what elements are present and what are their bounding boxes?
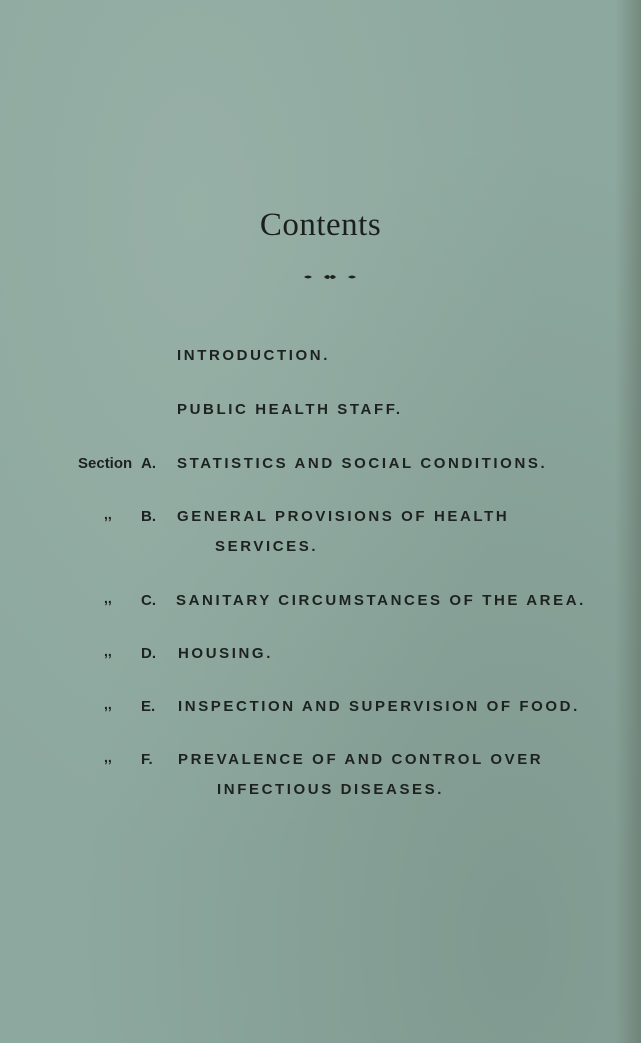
ditto-mark-e: ,, (104, 696, 112, 712)
entry-public-health-staff: PUBLIC HEALTH STAFF. (177, 401, 403, 418)
section-letter-b: B. (141, 508, 156, 525)
ditto-mark-f: ,, (104, 749, 112, 765)
entry-section-b-continued: SERVICES. (215, 538, 319, 555)
section-letter-d: D. (141, 645, 156, 662)
section-prefix: Section (78, 455, 133, 472)
entry-section-a: STATISTICS AND SOCIAL CONDITIONS. (177, 455, 548, 472)
ditto-mark-b: ,, (104, 506, 112, 522)
entry-introduction: INTRODUCTION. (177, 347, 330, 364)
entry-section-d: HOUSING. (178, 645, 273, 662)
entry-section-e: INSPECTION AND SUPERVISION OF FOOD. (178, 698, 580, 715)
section-letter-f: F. (141, 751, 153, 768)
ditto-mark-c: ,, (104, 590, 112, 606)
entry-section-f: PREVALENCE OF AND CONTROL OVER (178, 751, 544, 768)
section-letter-a: A. (141, 455, 156, 472)
section-letter-e: E. (141, 698, 156, 715)
ditto-mark-d: ,, (104, 643, 112, 659)
page-title: Contents (259, 207, 382, 243)
section-letter-c: C. (141, 592, 156, 609)
entry-section-f-continued: INFECTIOUS DISEASES. (217, 781, 445, 798)
ornament-divider-icon (302, 272, 358, 282)
entry-section-b: GENERAL PROVISIONS OF HEALTH (177, 508, 510, 525)
entry-section-c: SANITARY CIRCUMSTANCES OF THE AREA. (176, 592, 586, 609)
